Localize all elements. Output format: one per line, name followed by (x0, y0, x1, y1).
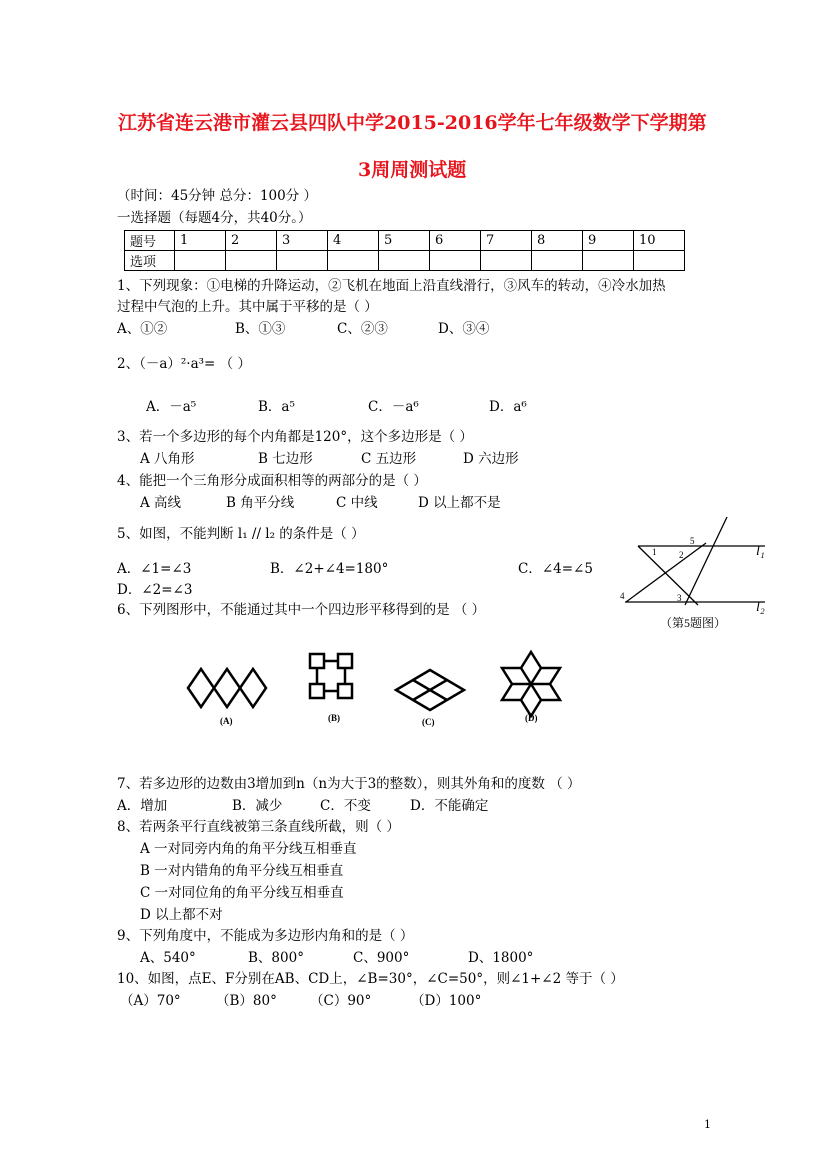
angle-label-1: 1 (652, 547, 657, 557)
q9-stem: 9、下列角度中，不能成为多边形内角和的是（ ） (117, 928, 414, 944)
answer-cell (583, 251, 634, 271)
answer-cell (175, 251, 226, 271)
line-label-l2: l₂ (756, 600, 765, 615)
q10-option-c: （C）90° (310, 993, 372, 1009)
table-header-answer: 选项 (125, 251, 175, 271)
exam-info: （时间：45分钟 总分：100分 ） (117, 188, 318, 204)
title-line-1: 江苏省连云港市灌云县四队中学2015-2016学年七年级数学下学期第 (118, 112, 707, 134)
q9-option-b: B、800° (248, 950, 304, 966)
q3-option-a: A 八角形 (140, 451, 195, 467)
q8-option-d: D 以上都不对 (140, 907, 223, 923)
q4-option-a: A 高线 (140, 495, 182, 511)
q1-option-d: D、③④ (438, 321, 490, 337)
q4-option-c: C 中线 (336, 495, 378, 511)
q7-stem: 7、若多边形的边数由3增加到n（n为大于3的整数），则其外角和的度数 （ ） (117, 776, 581, 792)
q5-stem: 5、如图，不能判断 l₁ // l₂ 的条件是（ ） (117, 526, 365, 542)
q9-option-d: D、1800° (468, 950, 534, 966)
answer-cell (328, 251, 379, 271)
answer-cell (277, 251, 328, 271)
q5-option-b: B．∠2+∠4=180° (270, 561, 389, 577)
table-row (125, 251, 685, 271)
q10-option-a: （A）70° (120, 993, 181, 1009)
q10-option-b: （B）80° (216, 993, 277, 1009)
q10-stem: 10、如图，点E、F分别在AB、CD上，∠B=30°，∠C=50°，则∠1+∠2 等于（ ） (117, 971, 624, 987)
q3-option-d: D 六边形 (463, 451, 519, 467)
section-heading: 一选择题（每题4分，共40分。） (117, 210, 312, 226)
q8-option-a: A 一对同旁内角的角平分线互相垂直 (140, 841, 357, 857)
q2-option-a: A．－a⁵ (146, 399, 197, 415)
q5-figure-caption: （第5题图） (660, 616, 727, 630)
answer-cell (379, 251, 430, 271)
q10-option-d: （D）100° (411, 993, 482, 1009)
table-cell: 6 (430, 231, 481, 251)
table-cell: 10 (634, 231, 685, 251)
table-cell: 4 (328, 231, 379, 251)
answer-cell (226, 251, 277, 271)
angle-label-4: 4 (620, 591, 625, 601)
q1-option-a: A、①② (117, 321, 168, 337)
q8-stem: 8、若两条平行直线被第三条直线所截，则（ ） (117, 819, 400, 835)
title-line-2: 3周周测试题 (358, 159, 467, 181)
q5-figure (620, 515, 790, 635)
q5-option-d: D．∠2=∠3 (117, 582, 193, 598)
table-cell: 2 (226, 231, 277, 251)
angle-label-2: 2 (679, 550, 684, 560)
q1-line-2: 过程中气泡的上升。其中属于平移的是（ ） (117, 299, 378, 315)
q1-option-b: B、①③ (235, 321, 286, 337)
q2-option-d: D．a⁶ (489, 399, 527, 415)
q7-option-c: C．不变 (320, 798, 371, 814)
line-label-l1: l₁ (756, 544, 765, 559)
q3-option-c: C 五边形 (361, 451, 417, 467)
q6-label-d: (D) (525, 713, 538, 723)
answer-table (124, 230, 685, 271)
q4-option-b: B 角平分线 (226, 495, 295, 511)
q1-option-c: C、②③ (337, 321, 388, 337)
angle-label-5: 5 (690, 536, 695, 546)
q4-stem: 4、能把一个三角形分成面积相等的两部分的是（ ） (117, 473, 427, 489)
table-cell: 8 (532, 231, 583, 251)
q7-option-d: D．不能确定 (410, 798, 489, 814)
q7-option-a: A．增加 (117, 798, 168, 814)
q7-option-b: B．减少 (232, 798, 283, 814)
table-row (125, 231, 685, 251)
answer-cell (481, 251, 532, 271)
answer-cell (634, 251, 685, 271)
q8-option-b: B 一对内错角的角平分线互相垂直 (140, 863, 344, 879)
q5-option-a: A．∠1=∠3 (117, 561, 192, 577)
angle-label-3: 3 (677, 593, 682, 603)
q3-option-b: B 七边形 (258, 451, 313, 467)
q9-option-c: C、900° (353, 950, 410, 966)
table-header-number: 题号 (125, 231, 175, 251)
answer-cell (532, 251, 583, 271)
q2-option-c: C．－a⁶ (368, 399, 419, 415)
answer-cell (430, 251, 481, 271)
q5-option-c: C．∠4=∠5 (518, 561, 593, 577)
q6-stem: 6、下列图形中，不能通过其中一个四边形平移得到的是 （ ） (117, 602, 486, 618)
q1-line-1: 1、下列现象：①电梯的升降运动，②飞机在地面上沿直线滑行，③风车的转动，④冷水加热 (117, 278, 666, 294)
table-cell: 9 (583, 231, 634, 251)
q4-option-d: D 以上都不是 (418, 495, 501, 511)
q6-label-c: (C) (422, 717, 435, 727)
table-cell: 3 (277, 231, 328, 251)
q6-label-a: (A) (220, 716, 233, 726)
table-cell: 1 (175, 231, 226, 251)
page-number: 1 (704, 1118, 711, 1131)
q3-stem: 3、若一个多边形的每个内角都是120°，这个多边形是（ ） (117, 429, 473, 445)
q2-option-b: B．a⁵ (258, 399, 295, 415)
q9-option-a: A、540° (140, 950, 196, 966)
q6-figures (180, 648, 580, 728)
table-cell: 7 (481, 231, 532, 251)
q2-stem: 2、（－a）²·a³= （ ） (117, 356, 251, 372)
table-cell: 5 (379, 231, 430, 251)
q8-option-c: C 一对同位角的角平分线互相垂直 (140, 885, 344, 901)
q6-label-b: (B) (328, 713, 340, 723)
